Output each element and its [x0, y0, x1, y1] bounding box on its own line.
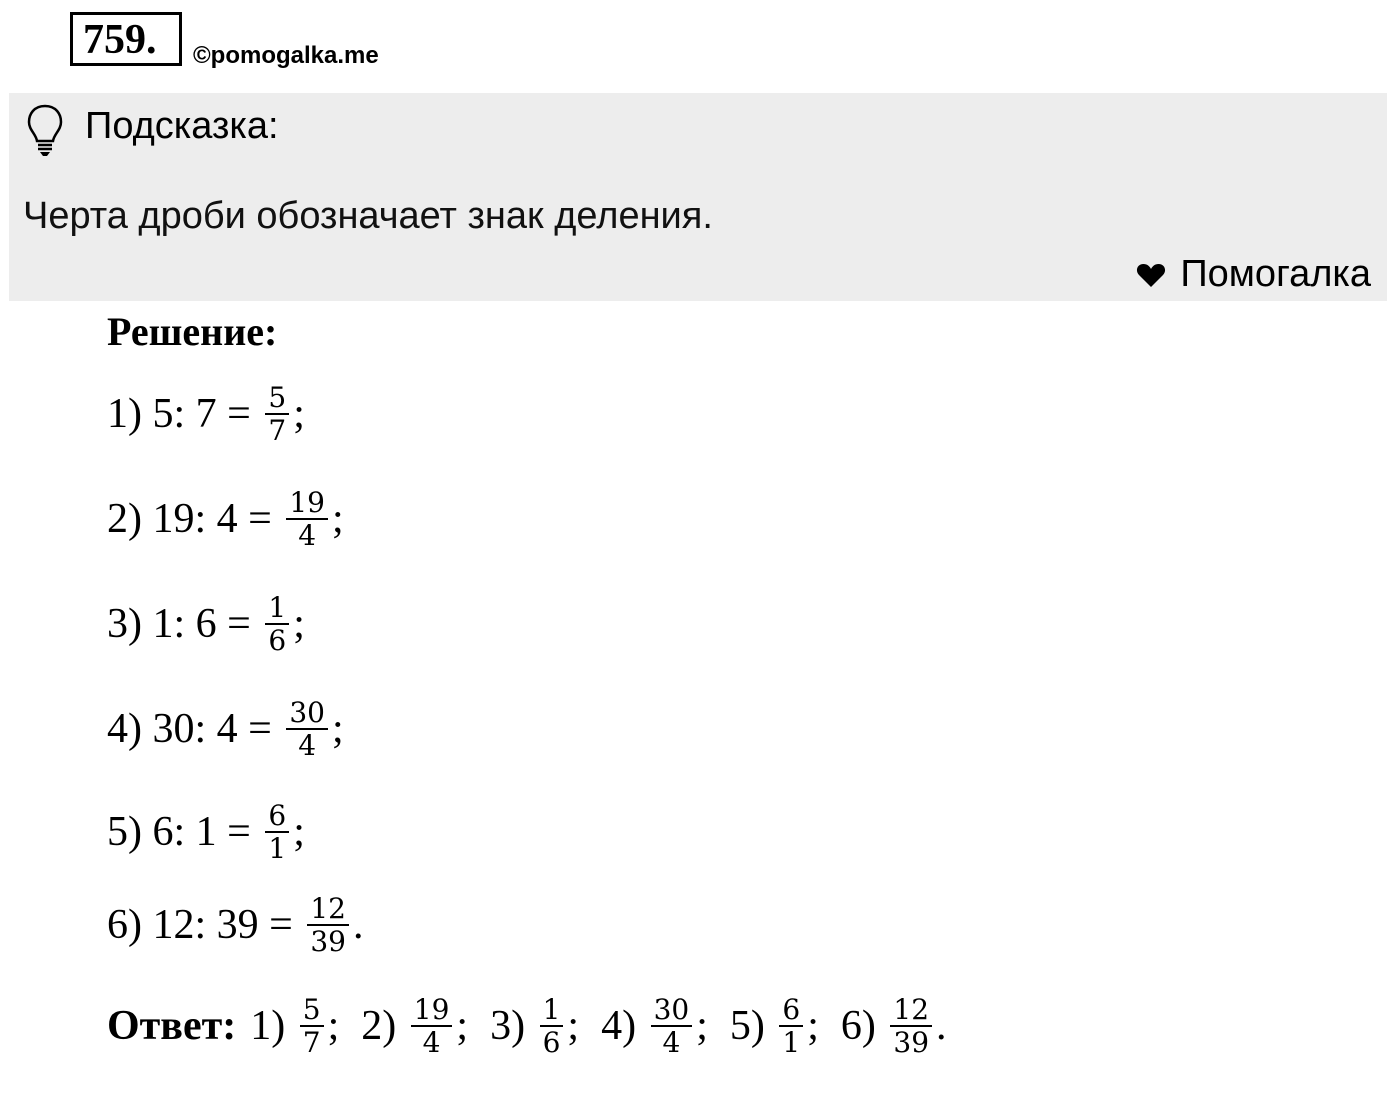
- fraction: [307, 893, 349, 958]
- fraction-denominator: 4: [662, 1026, 681, 1060]
- brand-link[interactable]: [1136, 253, 1371, 296]
- fraction: [779, 994, 803, 1059]
- answer-item-end: ;: [696, 1003, 708, 1050]
- answer-item-end: ;: [807, 1003, 819, 1050]
- fraction-numerator: 6: [782, 993, 801, 1026]
- answer-item-label: 3): [490, 1003, 536, 1050]
- answer-item-label: 4): [601, 1003, 647, 1050]
- line-expression: 12: 39 =: [152, 902, 304, 949]
- fraction: [651, 994, 693, 1059]
- fraction: [890, 994, 932, 1059]
- fraction-numerator: 1: [542, 993, 561, 1026]
- fraction: [286, 487, 328, 552]
- fraction: [265, 382, 289, 447]
- fraction-denominator: 1: [268, 832, 287, 866]
- fraction-numerator: 5: [302, 993, 321, 1026]
- line-expression: 1: 6 =: [152, 601, 262, 648]
- line-expression: 19: 4 =: [152, 496, 283, 543]
- problem-number: 759.: [70, 12, 182, 66]
- fraction-denominator: 1: [782, 1026, 801, 1060]
- line-end: ;: [293, 391, 305, 438]
- fraction-denominator: 4: [298, 729, 317, 763]
- answer-item-end: .: [936, 1003, 947, 1050]
- solution-line: [107, 592, 305, 657]
- answer-item-label: 6): [840, 1003, 887, 1050]
- answer-item-label: 1): [250, 1003, 296, 1050]
- line-end: ;: [293, 809, 305, 856]
- hint-text: Черта дроби обозначает знак деления.: [23, 195, 713, 237]
- fraction-numerator: 30: [653, 993, 690, 1026]
- fraction-numerator: 1: [268, 591, 287, 624]
- answer-item: [841, 994, 947, 1059]
- fraction-denominator: 4: [422, 1026, 441, 1060]
- answer-item: [361, 994, 468, 1059]
- fraction: [411, 994, 453, 1059]
- answer-item-end: ;: [567, 1003, 580, 1050]
- fraction: [540, 994, 564, 1059]
- line-end: ;: [332, 496, 344, 543]
- solution-line: [107, 893, 364, 958]
- line-end: ;: [293, 601, 305, 648]
- line-label: 5): [107, 809, 153, 856]
- line-label: 2): [107, 496, 153, 543]
- answer-item: [730, 994, 819, 1059]
- fraction-numerator: 6: [268, 799, 287, 832]
- fraction-numerator: 5: [268, 381, 287, 414]
- answer-item: [490, 994, 579, 1059]
- fraction: [265, 800, 289, 865]
- heart-icon: [1136, 262, 1166, 288]
- line-label: 1): [107, 391, 153, 438]
- fraction-numerator: 19: [413, 993, 450, 1026]
- fraction-denominator: 39: [310, 925, 346, 959]
- fraction-denominator: 6: [268, 624, 287, 658]
- answer-item: [601, 994, 708, 1059]
- line-label: 3): [107, 601, 153, 648]
- fraction-numerator: 30: [289, 696, 325, 729]
- lightbulb-icon: [25, 103, 65, 157]
- fraction-denominator: 7: [268, 414, 287, 448]
- line-label: 4): [107, 706, 153, 753]
- hint-panel: [9, 93, 1387, 301]
- line-expression: 5: 7 =: [152, 391, 262, 438]
- line-expression: 6: 1 =: [152, 809, 262, 856]
- answer-item-label: 5): [729, 1003, 776, 1050]
- fraction-numerator: 12: [310, 892, 346, 925]
- answer-item-end: ;: [456, 1003, 469, 1050]
- fraction-denominator: 6: [542, 1026, 561, 1060]
- hint-title: Подсказка:: [85, 105, 279, 147]
- fraction: [300, 994, 324, 1059]
- solution-title: Решение:: [107, 309, 278, 354]
- fraction: [265, 592, 289, 657]
- answer-line: [107, 994, 969, 1059]
- solution-line: [107, 697, 344, 762]
- answer-item-label: 2): [361, 1003, 407, 1050]
- line-label: 6): [107, 902, 153, 949]
- solution-line: [107, 800, 305, 865]
- line-end: ;: [332, 706, 344, 753]
- fraction-denominator: 4: [298, 519, 317, 553]
- answer-item-end: ;: [327, 1003, 340, 1050]
- brand-label: Помогалка: [1180, 253, 1371, 295]
- solution-line: [107, 382, 305, 447]
- line-expression: 30: 4 =: [152, 706, 283, 753]
- answer-label: Ответ:: [107, 1003, 237, 1050]
- copyright-text[interactable]: ©pomogalka.me: [193, 42, 379, 69]
- answer-item: [250, 994, 339, 1059]
- fraction: [286, 697, 328, 762]
- fraction-numerator: 12: [893, 993, 930, 1026]
- fraction-numerator: 19: [289, 486, 325, 519]
- line-end: .: [353, 902, 364, 949]
- fraction-denominator: 7: [302, 1026, 321, 1060]
- fraction-denominator: 39: [893, 1026, 930, 1060]
- solution-line: [107, 487, 344, 552]
